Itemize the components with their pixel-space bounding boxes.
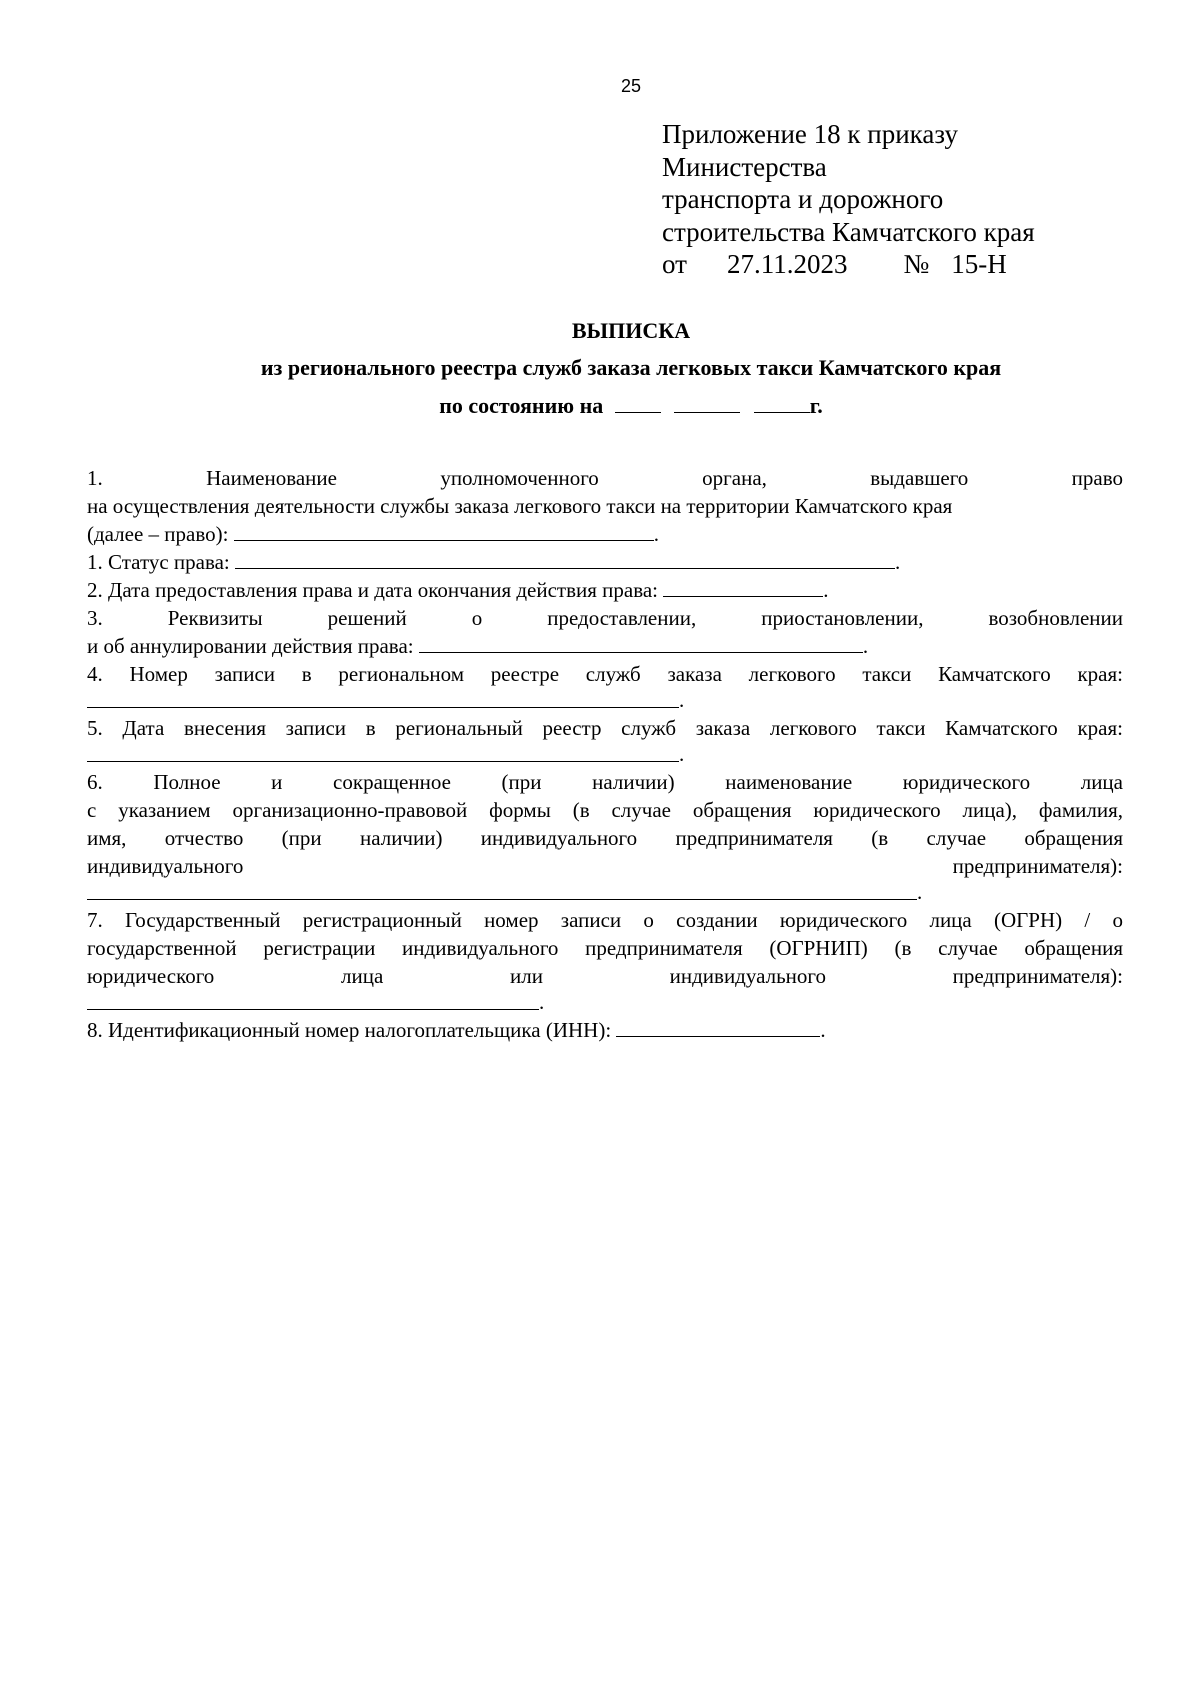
item-1-line-2: на осуществления деятельности службы заказа легкового такси на территории Камчатского края: [87, 494, 953, 518]
ogrn-field[interactable]: [87, 1009, 539, 1010]
appendix-date: 27.11.2023: [726, 249, 848, 279]
appendix-order-line: [662, 248, 1035, 281]
appendix-from-label: от: [662, 249, 687, 279]
page-number: 25: [620, 76, 642, 96]
appendix-line-3: транспорта и дорожного: [662, 184, 944, 214]
item-status: [87, 548, 1123, 576]
item-6-fill: [87, 880, 1123, 906]
item-1-label: (далее – право):: [87, 522, 229, 546]
item-7-line-3: юридического лица или индивидуального предпринимателя):: [87, 964, 1123, 988]
item-7-line-1: 7. Государственный регистрационный номер записи о создании юридического лица (ОГРН) / о: [87, 908, 1123, 932]
dates-field[interactable]: [663, 578, 823, 597]
period: .: [679, 742, 685, 766]
item-3-line-1: 3. Реквизиты решений о предоставлении, приостановлении, возобновлении: [87, 606, 1123, 630]
document-title-block: [0, 314, 1200, 424]
status-field[interactable]: [235, 550, 895, 569]
period: .: [862, 634, 869, 658]
period: .: [917, 880, 923, 904]
item-3-label: и об аннулировании действия права:: [87, 634, 414, 658]
period: .: [895, 550, 901, 574]
item-3-line-2: [87, 632, 1123, 660]
item-7-fill: [87, 990, 1123, 1016]
item-4-fill: [87, 688, 1123, 714]
year-blank[interactable]: [754, 394, 810, 413]
dates-label: 2. Дата предоставления права и дата окончания действия права:: [87, 578, 659, 602]
appendix-line-1: Приложение 18 к приказу: [662, 119, 958, 149]
as-of-label: по состоянию на: [439, 393, 604, 418]
item-5-fill: [87, 742, 1123, 768]
as-of-date-line: [0, 388, 1200, 424]
item-2: [87, 576, 1123, 604]
entity-name-field[interactable]: [87, 899, 917, 900]
year-suffix: г.: [809, 393, 823, 418]
period: .: [820, 1018, 826, 1042]
inn-field[interactable]: [616, 1018, 820, 1037]
document-title: ВЫПИСКА: [571, 318, 691, 343]
item-7-line-2: государственной регистрации индивидуального предпринимателя (ОГРНИП) (в случае обращения: [87, 936, 1123, 960]
form-content: [87, 464, 1123, 1044]
decisions-field[interactable]: [419, 634, 863, 653]
record-date-field[interactable]: [87, 761, 679, 762]
item-1-line-3: [87, 520, 1123, 548]
appendix-number-sign: №: [903, 249, 930, 279]
status-label: 1. Статус права:: [87, 550, 230, 574]
record-number-field[interactable]: [87, 707, 679, 708]
item-5: 5. Дата внесения записи в региональный реестр служб заказа легкового такси Камчатского края:: [87, 716, 1123, 740]
appendix-line-4: строительства Камчатского края: [662, 216, 1035, 247]
document-subtitle: из регионального реестра служб заказа легковых такси Камчатского края: [260, 355, 1002, 380]
item-6-line-2: с указанием организационно-правовой формы (в случае обращения юридического лица), фамилия,: [87, 798, 1123, 822]
appendix-number: 15-Н: [951, 249, 1007, 279]
period: .: [823, 578, 829, 602]
item-8: [87, 1016, 1123, 1044]
appendix-header: [662, 118, 1035, 281]
item-1-line-1: 1. Наименование уполномоченного органа, выдавшего право: [87, 466, 1123, 490]
period: .: [679, 688, 685, 712]
item-6-line-1: 6. Полное и сокращенное (при наличии) наименование юридического лица: [87, 770, 1123, 794]
period: .: [653, 522, 659, 546]
item-6-line-3: имя, отчество (при наличии) индивидуального предпринимателя (в случае обращения: [87, 826, 1123, 850]
period: .: [539, 990, 545, 1014]
day-blank[interactable]: [615, 394, 661, 413]
issuing-authority-field[interactable]: [234, 522, 654, 541]
inn-label: 8. Идентификационный номер налогоплательщика (ИНН):: [87, 1018, 612, 1042]
appendix-line-2: Министерства: [662, 151, 827, 182]
item-4: 4. Номер записи в региональном реестре служб заказа легкового такси Камчатского края:: [87, 662, 1123, 686]
month-blank[interactable]: [674, 394, 740, 413]
item-6-line-4: индивидуального предпринимателя):: [87, 854, 1123, 878]
